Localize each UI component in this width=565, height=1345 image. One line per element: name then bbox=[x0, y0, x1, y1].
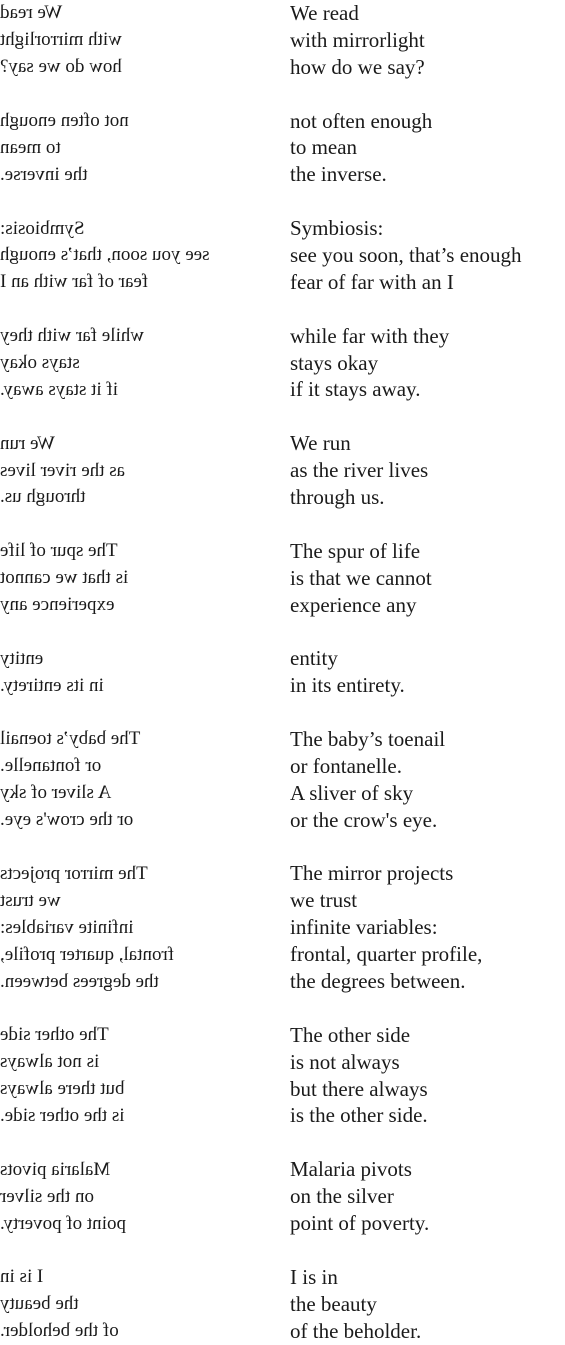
poem-line bbox=[0, 54, 565, 81]
mirrored-line-text bbox=[0, 1293, 282, 1315]
mirrored-text: of the beholder. bbox=[0, 1320, 119, 1342]
line-text: if it stays away. bbox=[290, 377, 421, 402]
mirrored-text: frontal, quarter profile, bbox=[0, 943, 175, 965]
mirrored-line-text bbox=[0, 594, 282, 616]
line-text: we trust bbox=[290, 888, 358, 913]
line-text: experience any bbox=[290, 592, 417, 617]
mirrored-line-text bbox=[0, 1186, 282, 1208]
line-text: The spur of life bbox=[290, 538, 421, 563]
mirrored-text: is not always bbox=[0, 1051, 100, 1073]
mirrored-text: as the river lives bbox=[0, 459, 126, 481]
mirrored-text: fear of far with an I bbox=[0, 271, 149, 293]
line-text: how do we say? bbox=[290, 54, 425, 79]
poem-line bbox=[0, 807, 565, 834]
mirrored-line-text bbox=[0, 1266, 282, 1288]
mirrored-line-text bbox=[0, 567, 282, 589]
poem-line bbox=[0, 861, 565, 888]
poem-line bbox=[0, 1264, 565, 1291]
line-text: not often enough bbox=[290, 108, 433, 133]
stanza bbox=[0, 0, 565, 81]
line-text: of the beholder. bbox=[290, 1318, 422, 1343]
mirrored-text: the beauty bbox=[0, 1293, 79, 1315]
line-text: but there always bbox=[290, 1076, 428, 1101]
mirrored-line-text bbox=[0, 2, 282, 24]
poem-line bbox=[0, 1318, 565, 1345]
line-text: through us. bbox=[290, 484, 385, 509]
mirrored-text: stays okay bbox=[0, 352, 80, 374]
line-text: A sliver of sky bbox=[290, 780, 414, 805]
mirrored-line-text bbox=[0, 675, 282, 697]
line-text: the degrees between. bbox=[290, 969, 466, 993]
mirrored-line-text bbox=[0, 379, 282, 401]
mirrored-line-text bbox=[0, 890, 282, 912]
poem-line bbox=[0, 538, 565, 565]
mirrored-text: with mirrorlight bbox=[0, 29, 122, 51]
poem-line bbox=[0, 161, 565, 188]
mirrored-line-text bbox=[0, 56, 282, 78]
line-text: The baby’s toenail bbox=[290, 726, 446, 751]
mirrored-text: the inverse. bbox=[0, 163, 88, 185]
mirrored-line-text bbox=[0, 1105, 282, 1127]
poem-line bbox=[0, 376, 565, 403]
mirrored-text: The baby’s toenail bbox=[0, 728, 141, 750]
mirrored-line-text bbox=[0, 782, 282, 804]
stanza bbox=[0, 215, 565, 296]
poem-line bbox=[0, 565, 565, 592]
poem-line bbox=[0, 753, 565, 780]
mirrored-text: Malaria pivots bbox=[0, 1158, 111, 1180]
line-text: in its entirety. bbox=[290, 673, 405, 698]
poem-line bbox=[0, 484, 565, 511]
mirrored-text: I is in bbox=[0, 1266, 44, 1288]
poem-line bbox=[0, 108, 565, 135]
mirrored-line-text bbox=[0, 809, 282, 831]
poem-line bbox=[0, 887, 565, 914]
mirrored-line-text bbox=[0, 1024, 282, 1046]
mirrored-line-text bbox=[0, 271, 282, 293]
line-text: infinite variables: bbox=[290, 915, 438, 940]
stanza bbox=[0, 1264, 565, 1345]
poem-line bbox=[0, 1022, 565, 1049]
mirrored-text: we trust bbox=[0, 889, 61, 911]
mirrored-text: is the other side. bbox=[0, 1104, 125, 1126]
mirrored-line-text bbox=[0, 1051, 282, 1073]
poem-line bbox=[0, 968, 565, 995]
mirrored-text: Symbiosis: bbox=[0, 217, 85, 239]
line-text: Symbiosis: bbox=[290, 216, 384, 241]
line-text: is the other side. bbox=[290, 1103, 428, 1128]
stanza bbox=[0, 538, 565, 619]
line-text: to mean bbox=[290, 135, 358, 160]
mirrored-text: through us. bbox=[0, 486, 86, 508]
poem-line bbox=[0, 914, 565, 941]
mirrored-text: how do we say? bbox=[0, 56, 122, 78]
poem-line bbox=[0, 430, 565, 457]
mirrored-text: or the crow's eye. bbox=[0, 809, 134, 831]
line-text: see you soon, that’s enough bbox=[290, 242, 522, 267]
mirrored-text: We read bbox=[0, 2, 63, 24]
poem-line bbox=[0, 1183, 565, 1210]
line-text: or fontanelle. bbox=[290, 753, 402, 778]
line-text: fear of far with an I bbox=[290, 269, 454, 294]
line-text: or the crow's eye. bbox=[290, 807, 438, 832]
poem-line bbox=[0, 215, 565, 242]
mirrored-line-text bbox=[0, 1320, 282, 1342]
mirrored-line-text bbox=[0, 755, 282, 777]
mirrored-text: The spur of life bbox=[0, 540, 118, 562]
mirrored-text: the degrees between. bbox=[0, 970, 159, 992]
mirrored-text: point of poverty. bbox=[0, 1212, 126, 1234]
poem-line bbox=[0, 269, 565, 296]
poem-line bbox=[0, 1210, 565, 1237]
mirrored-text: not often enough bbox=[0, 110, 129, 131]
mirrored-line-text bbox=[0, 29, 282, 51]
mirrored-text: if it stays away. bbox=[0, 378, 119, 400]
line-text: the beauty bbox=[290, 1291, 377, 1316]
poem-line bbox=[0, 0, 565, 27]
stanza bbox=[0, 108, 565, 189]
mirrored-line-text bbox=[0, 164, 282, 186]
poem-line bbox=[0, 1156, 565, 1183]
mirrored-line-text bbox=[0, 460, 282, 482]
line-text: entity bbox=[290, 646, 338, 671]
poem-line bbox=[0, 242, 565, 269]
mirrored-line-text bbox=[0, 971, 282, 993]
line-text: The mirror projects bbox=[290, 861, 454, 886]
mirrored-line-text bbox=[0, 325, 282, 347]
poem-line bbox=[0, 941, 565, 968]
stanza bbox=[0, 645, 565, 699]
mirrored-text: infinite variables: bbox=[0, 916, 134, 938]
mirrored-line-text bbox=[0, 218, 282, 240]
line-text: Malaria pivots bbox=[290, 1157, 412, 1182]
mirrored-text: entity bbox=[0, 647, 44, 669]
mirrored-text: A sliver of sky bbox=[0, 782, 112, 804]
mirrored-text: experience any bbox=[0, 594, 115, 616]
line-text: We run bbox=[290, 431, 351, 456]
poem-line bbox=[0, 1103, 565, 1130]
mirrored-line-text bbox=[0, 944, 282, 966]
poem-line bbox=[0, 457, 565, 484]
stanza bbox=[0, 861, 565, 995]
line-text: The other side bbox=[290, 1022, 411, 1047]
mirrored-text: while far with they bbox=[0, 325, 145, 347]
mirrored-text: or fontanelle. bbox=[0, 755, 102, 777]
poem-line bbox=[0, 592, 565, 619]
poem-line bbox=[0, 726, 565, 753]
mirrored-text: in its entirety. bbox=[0, 674, 104, 696]
mirrored-text: see you soon, that’s enough bbox=[0, 244, 210, 266]
poem-line bbox=[0, 1049, 565, 1076]
mirrored-line-text bbox=[0, 352, 282, 374]
mirrored-line-text bbox=[0, 648, 282, 670]
poem-line bbox=[0, 1291, 565, 1318]
mirrored-line-text bbox=[0, 540, 282, 562]
line-text: I is in bbox=[290, 1264, 338, 1289]
line-text: with mirrorlight bbox=[290, 27, 425, 52]
mirrored-line-text bbox=[0, 244, 282, 266]
mirrored-text: is that we cannot bbox=[0, 567, 129, 589]
poem-line bbox=[0, 645, 565, 672]
mirrored-text: but there always bbox=[0, 1078, 125, 1100]
line-text: point of poverty. bbox=[290, 1211, 430, 1236]
mirrored-line-text bbox=[0, 917, 282, 939]
stanza bbox=[0, 1156, 565, 1237]
mirrored-text: to mean bbox=[0, 136, 61, 158]
poem-line bbox=[0, 323, 565, 350]
stanza bbox=[0, 726, 565, 834]
poem-line bbox=[0, 134, 565, 161]
mirrored-line-text bbox=[0, 137, 282, 159]
mirrored-text: The other side bbox=[0, 1024, 109, 1046]
mirrored-line-text bbox=[0, 728, 282, 750]
poem-line bbox=[0, 780, 565, 807]
poem-line bbox=[0, 350, 565, 377]
line-text: on the silver bbox=[290, 1184, 394, 1209]
line-text: We read bbox=[290, 0, 359, 25]
line-text: is not always bbox=[290, 1049, 400, 1074]
mirrored-line-text bbox=[0, 486, 282, 508]
mirrored-text: We run bbox=[0, 432, 55, 454]
mirrored-line-text bbox=[0, 863, 282, 885]
line-text: is that we cannot bbox=[290, 565, 432, 590]
line-text: the inverse. bbox=[290, 162, 387, 187]
line-text: stays okay bbox=[290, 350, 379, 375]
stanza bbox=[0, 1022, 565, 1130]
line-text: frontal, quarter profile, bbox=[290, 942, 483, 967]
stanza bbox=[0, 430, 565, 511]
poem-line bbox=[0, 27, 565, 54]
poem-line bbox=[0, 1076, 565, 1103]
stanza bbox=[0, 323, 565, 404]
line-text: while far with they bbox=[290, 323, 450, 348]
mirrored-text: The mirror projects bbox=[0, 862, 148, 884]
mirrored-line-text bbox=[0, 1159, 282, 1181]
mirrored-line-text bbox=[0, 1213, 282, 1235]
mirrored-line-text bbox=[0, 1078, 282, 1100]
mirrored-line-text bbox=[0, 110, 282, 132]
poem-line bbox=[0, 672, 565, 699]
mirrored-text: on the silver bbox=[0, 1185, 94, 1207]
mirrored-line-text bbox=[0, 433, 282, 455]
line-text: as the river lives bbox=[290, 458, 429, 483]
